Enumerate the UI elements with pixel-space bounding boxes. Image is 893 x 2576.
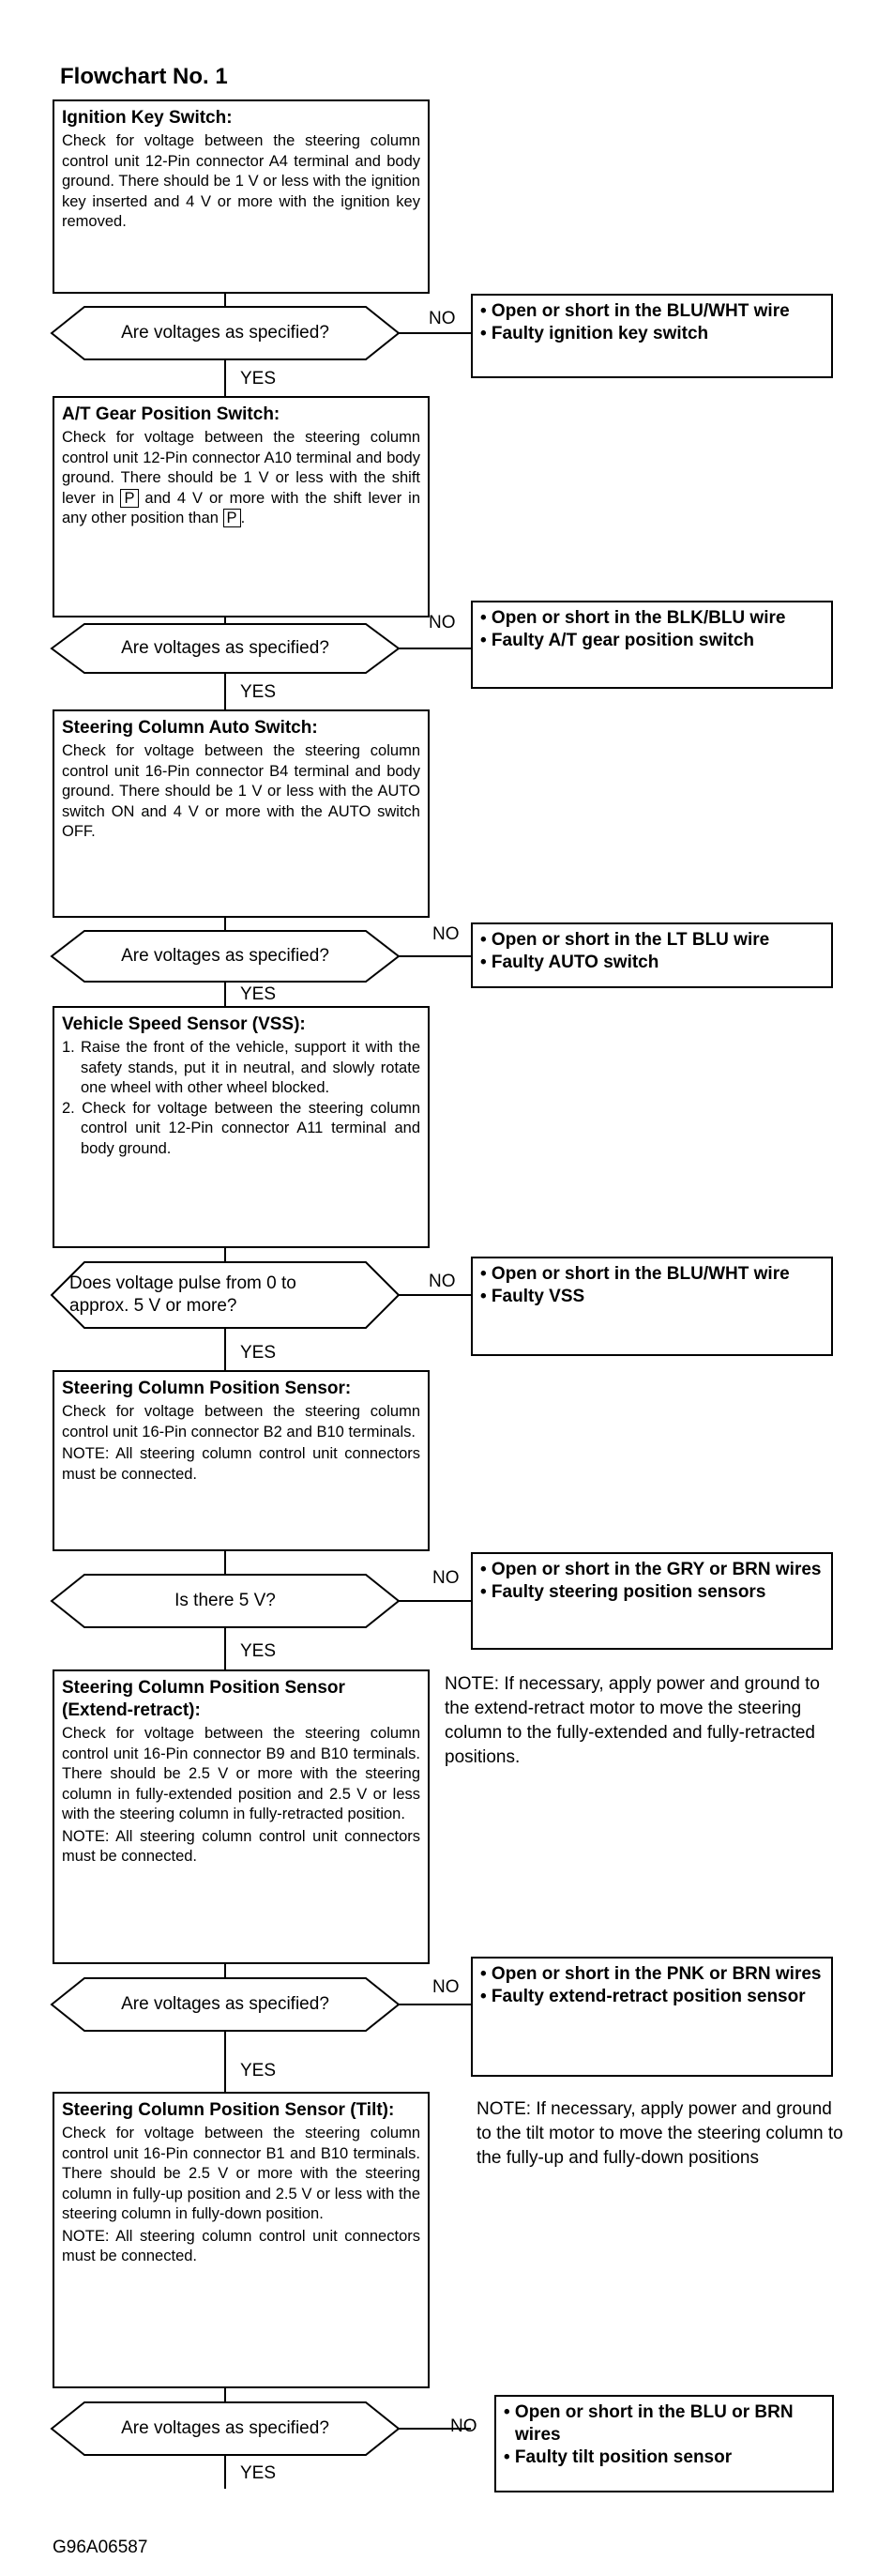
step-body: Check for voltage between the steering column control unit 12-Pin connector A10 terminal and body ground. There should be 1 V or less with the shift lever in P and 4 V or more with the shift lever in any other position than P . <box>62 429 420 526</box>
side-note: NOTE: If necessary, apply power and ground to the extend-retract motor to move the steering column to the fully-extended and fully-retracted positions. <box>445 1674 820 1767</box>
step-box-at-gear-position-switch <box>53 396 430 617</box>
no-result-box <box>471 294 833 378</box>
side-note: NOTE: If necessary, apply power and ground to the tilt motor to move the steering column to the fully-up and fully-down positions <box>477 2099 843 2168</box>
step-heading: A/T Gear Position Switch: <box>62 404 280 424</box>
result-line: • Faulty extend-retract position sensor <box>480 1987 806 2006</box>
decision-question: Does voltage pulse from 0 to approx. 5 V or more? <box>69 1273 296 1316</box>
step-heading: Ignition Key Switch: <box>62 108 233 128</box>
result-line: • Faulty ignition key switch <box>480 324 709 343</box>
result-line: • Open or short in the LT BLU wire <box>480 930 770 950</box>
result-line: • Faulty tilt position sensor <box>504 2447 733 2467</box>
result-line: • Open or short in the PNK or BRN wires <box>480 1964 822 1984</box>
result-line: • Faulty AUTO switch <box>480 953 659 972</box>
flowchart-title: Flowchart No. 1 <box>60 64 228 89</box>
step-body: Check for voltage between the steering column control unit 16-Pin connector B1 and B10 terminals. There should be 2.5 V or more with the steering column in fully-up position and 2.5 V or less with the steering column in fully-down position. <box>62 2125 420 2222</box>
step-box-vehicle-speed-sensor <box>53 1006 430 1248</box>
no-result-box <box>471 1552 833 1650</box>
yes-label: YES <box>240 682 277 702</box>
yes-label: YES <box>240 2463 277 2483</box>
no-result-box <box>471 601 833 689</box>
decision-question: Are voltages as specified? <box>121 638 329 658</box>
result-line: • Open or short in the BLU/WHT wire <box>480 1264 790 1284</box>
step-list-item: 1. Raise the front of the vehicle, support it with the safety stands, put it in neutral, and slowly rotate one wheel with other wheel blocked. <box>62 1039 420 1096</box>
no-result-box <box>471 1257 833 1356</box>
result-line: • Faulty VSS <box>480 1287 585 1306</box>
step-heading: Steering Column Position Sensor (Extend-retract): <box>62 1678 345 1720</box>
step-list <box>62 1038 420 1159</box>
step-box-ignition-key-switch <box>53 99 430 294</box>
result-line: • Faulty A/T gear position switch <box>480 631 755 650</box>
result-line: • Open or short in the BLK/BLU wire <box>480 608 786 628</box>
step-box-steering-column-auto-switch <box>53 709 430 918</box>
result-line: • Faulty steering position sensors <box>480 1582 766 1602</box>
result-line: • Open or short in the GRY or BRN wires <box>480 1560 822 1579</box>
step-heading: Steering Column Position Sensor: <box>62 1379 352 1398</box>
decision-question: Are voltages as specified? <box>121 2418 329 2438</box>
yes-label: YES <box>240 369 277 389</box>
decision-question: Are voltages as specified? <box>121 946 329 966</box>
no-label: NO <box>429 1272 456 1291</box>
step-note: NOTE: All steering column control unit connectors must be connected. <box>62 1827 420 1865</box>
yes-label: YES <box>240 2061 277 2081</box>
no-result-box <box>471 1957 833 2077</box>
step-body: Check for voltage between the steering column control unit 16-Pin connector B9 and B10 terminals. There should be 2.5 V or more with the steering column in fully-extended position and 2.5 V or less with the steering column in fully-retracted position. <box>62 1725 420 1822</box>
step-body: Check for voltage between the steering column control unit 16-Pin connector B2 and B10 terminals. <box>62 1403 420 1440</box>
no-label: NO <box>432 924 460 944</box>
step-box-position-sensor-extend-retract <box>53 1669 430 1964</box>
step-list-item: 2. Check for voltage between the steering column control unit 12-Pin connector A11 terminal and body ground. <box>62 1099 420 1157</box>
yes-label: YES <box>240 1343 277 1363</box>
park-position-symbol: P <box>120 489 138 508</box>
no-label: NO <box>450 2416 477 2436</box>
step-box-steering-column-position-sensor <box>53 1370 430 1551</box>
no-label: NO <box>432 1568 460 1588</box>
step-heading: Steering Column Auto Switch: <box>62 718 318 738</box>
result-line: • Open or short in the BLU or BRN wires <box>504 2402 794 2445</box>
step-body: Check for voltage between the steering column control unit 12-Pin connector A4 terminal and body ground. There should be 1 V or less with the ignition key inserted and 4 V or more with the ignition key removed. <box>62 132 420 230</box>
step-heading: Vehicle Speed Sensor (VSS): <box>62 1014 306 1034</box>
decision-question: Are voltages as specified? <box>121 323 329 343</box>
decision-question: Is there 5 V? <box>174 1591 276 1610</box>
yes-label: YES <box>240 1641 277 1661</box>
step-body: Check for voltage between the steering column control unit 16-Pin connector B4 terminal and body ground. There should be 1 V or less with the AUTO switch ON and 4 V or more with the AUTO switch OFF. <box>62 742 420 840</box>
no-label: NO <box>432 1977 460 1997</box>
decision-question: Are voltages as specified? <box>121 1994 329 2014</box>
yes-label: YES <box>240 984 277 1004</box>
result-line: • Open or short in the BLU/WHT wire <box>480 301 790 321</box>
figure-code: G96A06587 <box>53 2538 148 2557</box>
step-note: NOTE: All steering column control unit connectors must be connected. <box>62 2227 420 2264</box>
no-label: NO <box>429 613 456 633</box>
step-box-position-sensor-tilt <box>53 2092 430 2388</box>
no-result-box <box>494 2395 834 2492</box>
step-heading: Steering Column Position Sensor (Tilt): <box>62 2100 395 2120</box>
step-note: NOTE: All steering column control unit connectors must be connected. <box>62 1445 420 1483</box>
no-result-box <box>471 922 833 988</box>
no-label: NO <box>429 309 456 328</box>
park-position-symbol: P <box>223 509 241 527</box>
